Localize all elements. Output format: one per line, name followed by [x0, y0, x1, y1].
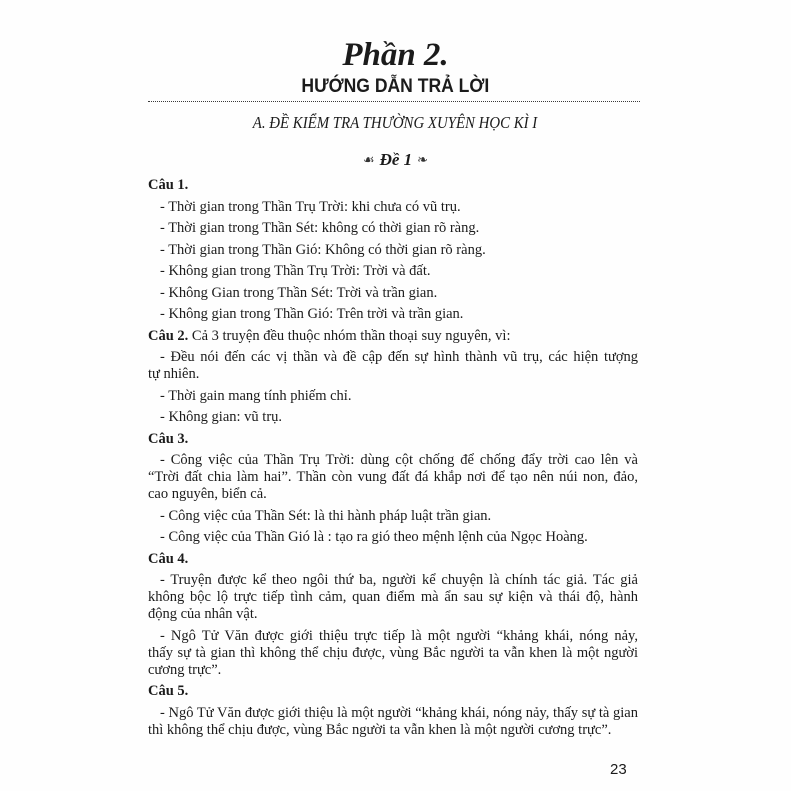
answer-line: - Truyện được kể theo ngôi thứ ba, người kể chuyện là chính tác giả. Tác giả: [160, 572, 638, 588]
section-heading-text: A. ĐỀ KIỂM TRA THƯỜNG XUYÊN HỌC KÌ I: [253, 113, 538, 132]
question-label: Câu 2.: [148, 327, 189, 344]
answer-item: [148, 452, 638, 503]
answer-line: cao nguyên, biển cả.: [148, 486, 267, 502]
question-heading: [148, 177, 638, 194]
question-heading: [148, 328, 638, 345]
answer-list: [148, 177, 638, 739]
question-heading-line: [148, 431, 638, 448]
answer-line: - Thời gian trong Thần Gió: Không có thời gian rõ ràng.: [160, 241, 486, 258]
question-label: Câu 4.: [148, 550, 189, 567]
answer-item: [148, 242, 638, 259]
floral-ornament-left-icon: [363, 151, 375, 171]
test-heading: [0, 150, 791, 170]
answer-item: [148, 705, 638, 739]
answer-line: - Không gian: vũ trụ.: [160, 409, 283, 425]
answer-line: - Không gian trong Thần Trụ Trời: Trời và đất.: [160, 263, 431, 279]
question-label: Câu 1.: [148, 177, 189, 193]
answer-item: [148, 388, 638, 405]
page-title: [0, 74, 791, 98]
question-label: Câu 5.: [148, 683, 189, 699]
dotted-divider: [148, 101, 640, 102]
answer-line: tự nhiên.: [148, 366, 200, 382]
answer-item: [148, 263, 638, 280]
answer-block: [148, 551, 638, 679]
question-label: Câu 3.: [148, 430, 189, 447]
answer-block: [148, 177, 638, 323]
answer-line: thì không thể chịu được, vùng Bắc người ta vẫn khen là một người cương trực”.: [148, 721, 612, 738]
question-heading-line: [148, 683, 638, 700]
section-heading: [0, 112, 791, 134]
answer-item: [148, 285, 638, 302]
answer-line: - Công việc của Thần Gió là : tạo ra gió theo mệnh lệnh của Ngọc Hoàng.: [160, 529, 588, 545]
question-heading-line: [148, 328, 638, 345]
answer-item: [148, 508, 638, 525]
answer-item: [148, 349, 638, 383]
answer-block: [148, 328, 638, 427]
question-heading: [148, 431, 638, 448]
test-heading-text: Đề 1: [379, 150, 413, 169]
answer-line: - Đều nói đến các vị thần và đề cập đến sự hình thành vũ trụ, các hiện tượng: [160, 349, 638, 365]
answer-line: - Công việc của Thần Sét: là thi hành pháp luật trần gian.: [160, 507, 492, 524]
answer-line: động của nhân vật.: [148, 606, 258, 622]
answer-item: [148, 220, 638, 237]
answer-block: [148, 431, 638, 547]
question-heading: [148, 551, 638, 568]
answer-line: thấy sự tà gian thì không thể chịu được, vùng Bắc người ta vẫn khen là một người: [148, 644, 638, 661]
answer-line: - Không gian trong Thần Gió: Trên trời và trần gian.: [160, 306, 464, 322]
answer-line: cương trực”.: [148, 661, 222, 678]
answer-line: - Ngô Tử Văn được giới thiệu là một người “khảng khái, nóng nảy, thấy sự tà gian: [160, 704, 638, 721]
answer-line: - Không Gian trong Thần Sét: Trời và trần gian.: [160, 284, 438, 301]
answer-line: không bộc lộ trực tiếp tình cảm, quan điểm mà ẩn sau sự kiện và thái độ, hành: [148, 589, 638, 605]
question-heading: [148, 683, 638, 700]
answer-item: [148, 306, 638, 323]
part-heading: Phần 2.: [342, 37, 449, 73]
answer-item: [148, 529, 638, 546]
answer-line: - Ngô Tử Văn được giới thiệu trực tiếp là một người “khảng khái, nóng nảy,: [160, 627, 638, 644]
floral-ornament-right-icon: [417, 151, 428, 171]
answer-item: [148, 409, 638, 426]
answer-item: [148, 572, 638, 623]
question-intro: Cả 3 truyện đều thuộc nhóm thần thoại suy nguyên, vì:: [191, 327, 511, 344]
answer-line: “Trời đất chia làm hai”. Thần còn vung đất đá khắp nơi để tạo nên núi non, đảo,: [148, 469, 638, 485]
page-number: 23: [610, 761, 627, 778]
answer-item: [148, 628, 638, 679]
question-heading-line: [148, 177, 638, 194]
question-heading-line: [148, 551, 638, 568]
answer-item: [148, 199, 638, 216]
page-title-text: HƯỚNG DẪN TRẢ LỜI: [301, 75, 490, 97]
answer-line: - Thời gian trong Thần Trụ Trời: khi chưa có vũ trụ.: [160, 198, 461, 215]
answer-block: [148, 683, 638, 739]
answer-line: - Thời gian trong Thần Sét: không có thời gian rõ ràng.: [160, 220, 480, 236]
answer-line: - Thời gain mang tính phiếm chỉ.: [160, 387, 352, 404]
answer-line: - Công việc của Thần Trụ Trời: dùng cột chống để chống đẩy trời cao lên và: [160, 452, 638, 468]
